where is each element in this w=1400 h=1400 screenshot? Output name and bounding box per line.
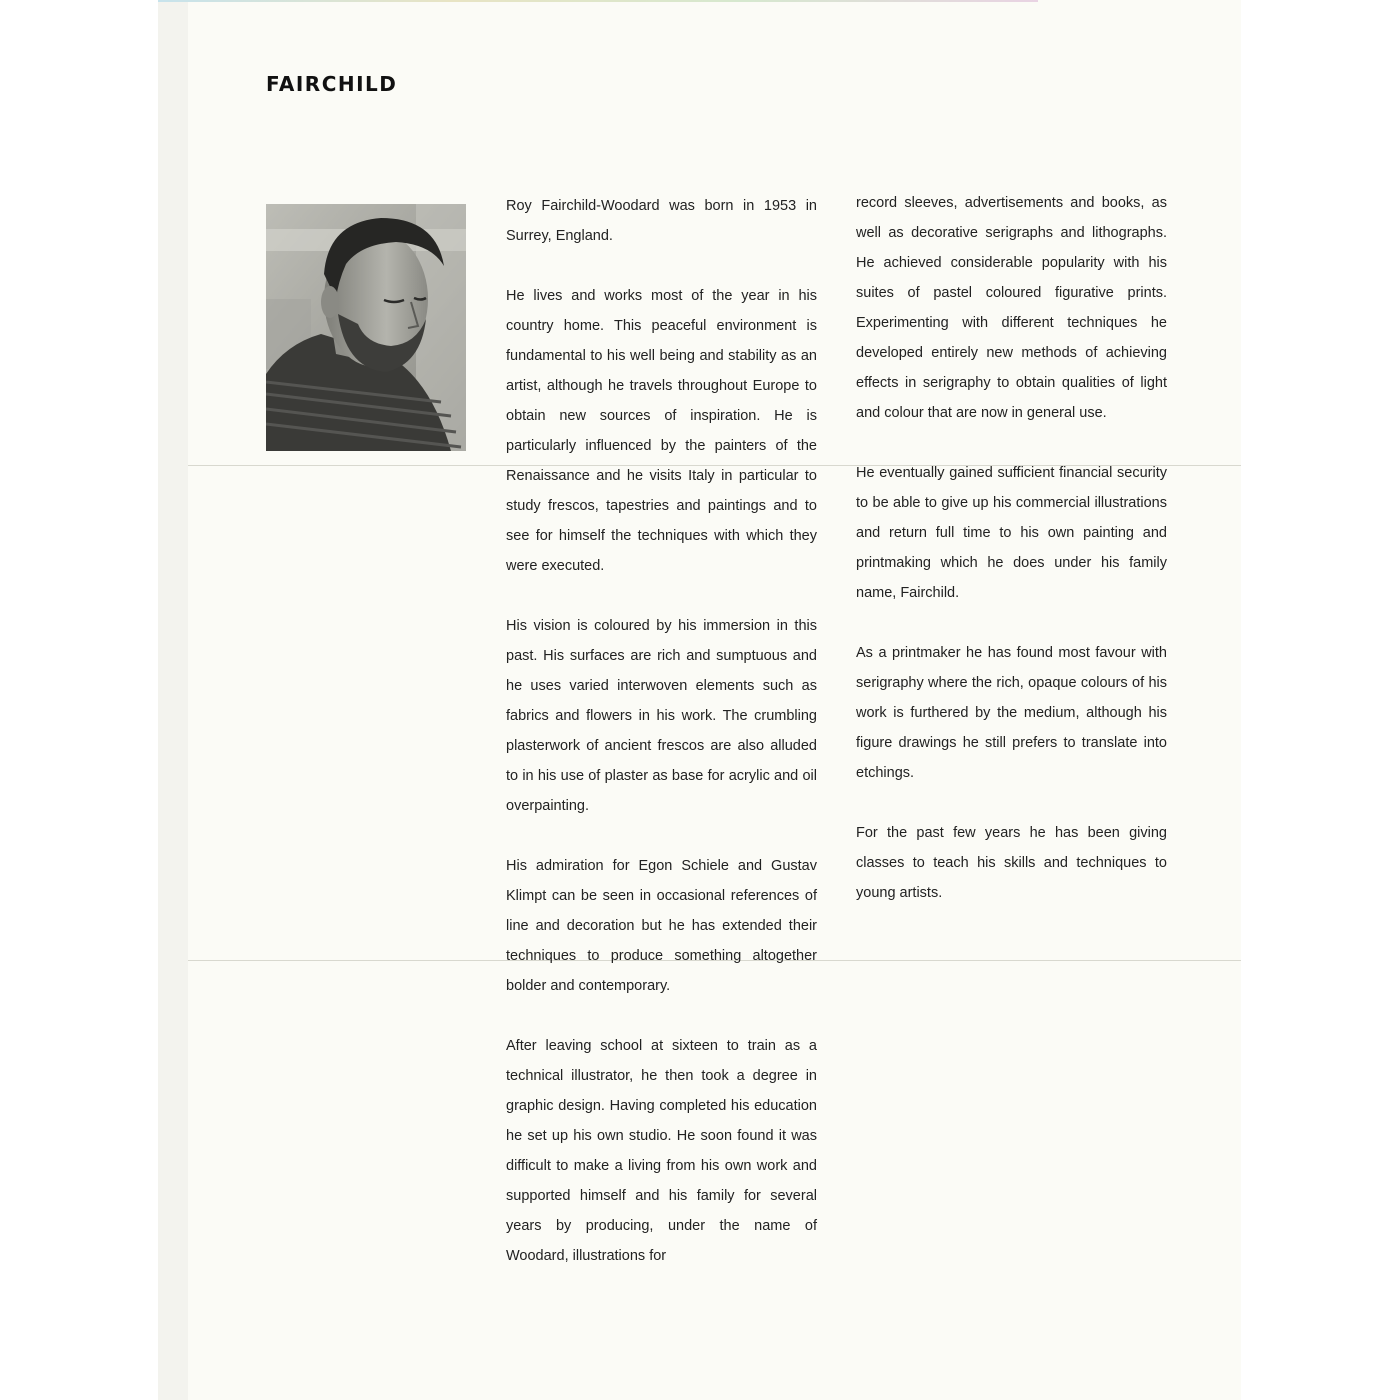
paragraph: His admiration for Egon Schiele and Gustav Klimpt can be seen in occasional references of line and decoration but he has extended their techniques to produce something altogether bolder and contemporary. [506,858,817,994]
paragraph: Roy Fairchild-Woodard was born in 1953 in Surrey, England. [506,198,817,244]
text-column-right [856,188,1167,938]
paragraph: After leaving school at sixteen to train as a technical illustrator, he then took a degree in graphic design. Having completed his education he set up his own studio. He soon found it was difficult to make a living from his own work and supported himself and his family for several years by producing, under the name of Woodard, illustrations for [506,1038,817,1264]
paragraph: As a printmaker he has found most favour with serigraphy where the rich, opaque colours of his work is furthered by the medium, although his figure drawings he still prefers to translate into etchings. [856,645,1167,781]
paragraph: He eventually gained sufficient financial security to be able to give up his commercial illustrations and return full time to his own painting and printmaking which he does under his family name, Fairchild. [856,465,1167,601]
artist-portrait-photo [266,204,466,451]
paragraph: For the past few years he has been giving classes to teach his skills and techniques to young artists. [856,825,1167,901]
paragraph: He lives and works most of the year in his country home. This peaceful environment is fundamental to his well being and stability as an artist, although he travels throughout Europe to obtain new sources of inspiration. He is particularly influenced by the painters of the Renaissance and he visits Italy in particular to study frescos, tapestries and paintings and to see for himself the techniques with which they were executed. [506,288,817,574]
top-edge-tint [158,0,1038,2]
paragraph: His vision is coloured by his immersion in this past. His surfaces are rich and sumptuous and he uses varied interwoven elements such as fabrics and flowers in his work. The crumbling plasterwork of ancient frescos are also alluded to in his use of plaster as base for acrylic and oil overpainting. [506,618,817,814]
page-title: FAIRCHILD [266,72,398,96]
text-column-left [506,191,817,1301]
paragraph: record sleeves, advertisements and books, as well as decorative serigraphs and lithographs. He achieved considerable popularity with his suites of pastel coloured figurative prints. Experimenting with different techniques he developed entirely new methods of achieving effects in serigraphy to obtain qualities of light and colour that are now in general use. [856,195,1167,421]
page-edge-strip [158,0,188,1400]
